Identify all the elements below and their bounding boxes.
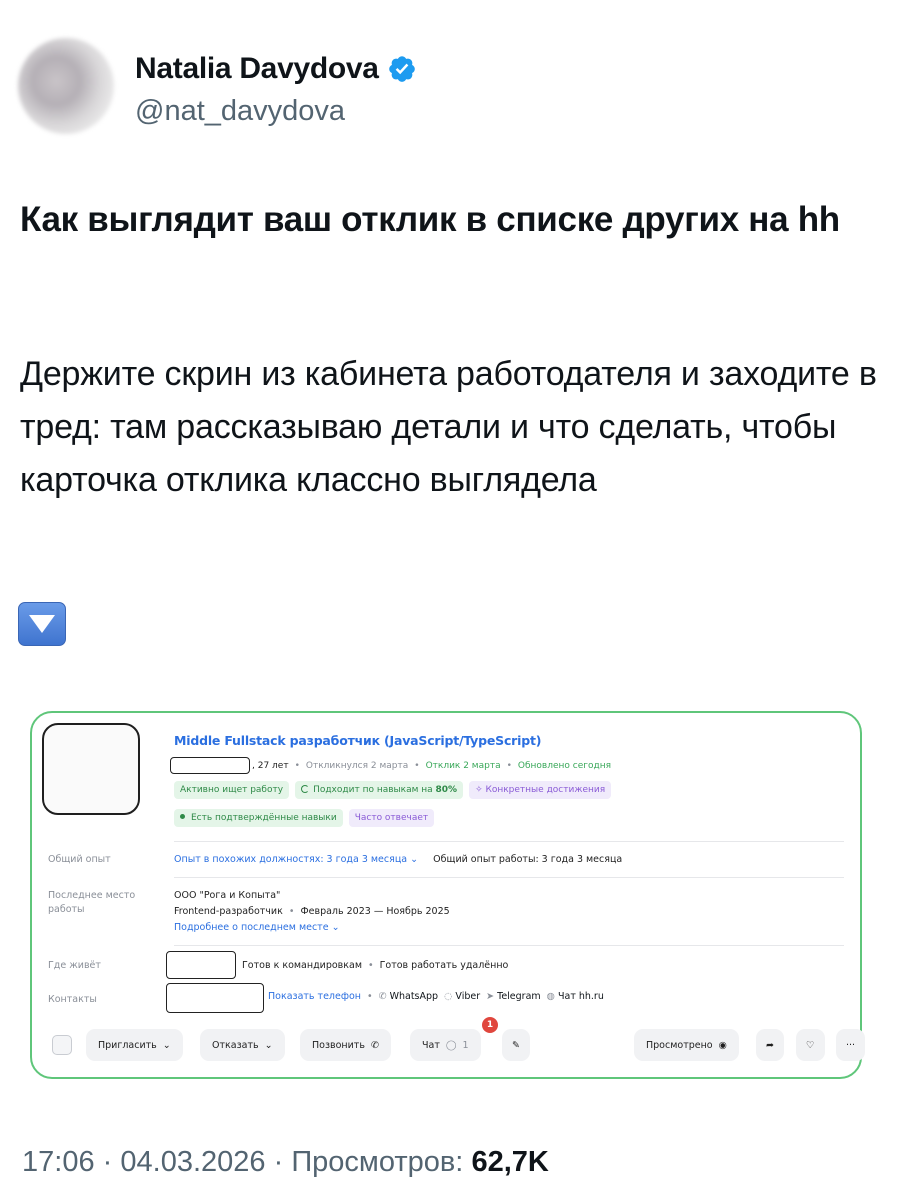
chevron-down-icon: ⌄ <box>331 922 340 933</box>
share-button[interactable] <box>756 1029 784 1061</box>
redacted-photo <box>42 723 140 815</box>
tag-achievements: ✧ Конкретные достижения <box>469 781 611 799</box>
edit-button[interactable] <box>502 1029 530 1061</box>
tags-row-2 <box>174 809 434 827</box>
divider <box>174 841 844 842</box>
down-button-emoji-icon <box>18 602 66 646</box>
progress-ring-icon <box>301 785 309 793</box>
share-icon: ➦ <box>766 1039 774 1051</box>
redacted-city <box>166 951 236 979</box>
meta-updated: Обновлено сегодня <box>517 760 612 771</box>
redacted-name <box>170 757 250 774</box>
dot-icon <box>180 814 185 819</box>
experience-values <box>174 853 622 867</box>
views-count: 62,7K <box>471 1146 549 1178</box>
show-phone-link[interactable]: Показать телефон <box>268 991 361 1002</box>
tag-skills-match: Подходит по навыкам на 80% <box>295 781 463 799</box>
location-values: Готов к командировкам • Готов работать удалённо <box>242 960 509 971</box>
notification-badge: 1 <box>482 1017 498 1033</box>
tweet-time[interactable]: 17:06 <box>22 1146 95 1178</box>
hh-chat-link[interactable]: ◍ Чат hh.ru <box>546 991 604 1002</box>
chat-button[interactable]: Чат ◯ 1 <box>410 1029 481 1061</box>
divider <box>174 945 844 946</box>
avatar[interactable] <box>18 38 114 134</box>
contacts-list: Показать телефон • ✆ WhatsApp ◌ Viber ➤ Telegram ◍ Чат hh.ru <box>268 991 604 1002</box>
action-bar <box>52 1020 856 1061</box>
location-label: Где живёт <box>48 960 101 971</box>
contacts-label: Контакты <box>48 994 97 1005</box>
chat-bubble-icon: ◯ <box>445 1039 457 1051</box>
tag-active-search: Активно ищет работу <box>174 781 289 799</box>
last-job-company: ООО "Рога и Копыта" <box>174 890 281 901</box>
whatsapp-link[interactable]: ✆ WhatsApp <box>378 991 439 1002</box>
select-checkbox[interactable] <box>52 1035 72 1055</box>
more-dots-icon: ··· <box>846 1039 856 1051</box>
tweet-headline: Как выглядит ваш отклик в списке других на hh <box>20 200 840 239</box>
viber-icon: ◌ <box>444 991 453 1002</box>
tag-verified-skills: Есть подтверждённые навыки <box>174 809 343 827</box>
whatsapp-icon: ✆ <box>378 991 387 1002</box>
sparkle-icon: ✧ <box>475 785 486 795</box>
chat-icon: ◍ <box>546 991 555 1002</box>
invite-button[interactable]: Пригласить ⌄ <box>86 1029 183 1061</box>
experience-label: Общий опыт <box>48 854 111 865</box>
tags-row-1 <box>174 781 611 799</box>
tweet-footer: 17:06 · 04.03.2026 · Просмотров: 62,7K <box>22 1146 549 1178</box>
edit-icon: ✎ <box>512 1039 520 1051</box>
total-experience: Общий опыт работы: 3 года 3 месяца <box>433 854 623 865</box>
tweet-date[interactable]: 04.03.2026 <box>120 1146 266 1178</box>
eye-icon: ◉ <box>718 1039 727 1051</box>
skills-match-percent: 80% <box>435 785 458 795</box>
chevron-down-icon: ⌄ <box>264 1039 273 1051</box>
tag-responds-often: Часто отвечает <box>349 809 434 827</box>
similar-experience-toggle[interactable]: Опыт в похожих должностях: 3 года 3 месяца ⌄ <box>174 854 419 865</box>
tweet-body: Держите скрин из кабинета работодателя и заходите в тред: там рассказываю детали и что сделать, чтобы карточка отклика классно выглядела <box>20 355 877 499</box>
job-title[interactable]: Middle Fullstack разработчик (JavaScript/TypeScript) <box>174 733 542 748</box>
reject-button[interactable]: Отказать ⌄ <box>200 1029 285 1061</box>
call-button[interactable]: Позвонить ✆ <box>300 1029 391 1061</box>
redacted-email <box>166 983 264 1013</box>
telegram-link[interactable]: ➤ Telegram <box>486 991 541 1002</box>
more-button[interactable] <box>836 1029 865 1061</box>
viewed-button[interactable]: Просмотрено ◉ <box>634 1029 739 1061</box>
display-name[interactable]: Natalia Davydova <box>135 52 379 85</box>
meta-responded: Откликнулся 2 марта <box>305 760 409 771</box>
divider <box>174 877 844 878</box>
chevron-down-icon: ⌄ <box>162 1039 171 1051</box>
last-job-label: Последнее место работы <box>48 890 136 915</box>
verified-badge-icon <box>387 54 417 84</box>
chevron-down-icon: ⌄ <box>410 854 419 865</box>
handle[interactable]: @nat_davydova <box>135 95 346 127</box>
attached-image-card[interactable] <box>30 711 862 1079</box>
telegram-icon: ➤ <box>486 991 495 1002</box>
meta-response-date: Отклик 2 марта <box>425 760 501 771</box>
age: , 27 лет <box>252 760 289 771</box>
favorite-button[interactable] <box>796 1029 825 1061</box>
viber-link[interactable]: ◌ Viber <box>444 991 481 1002</box>
phone-icon: ✆ <box>370 1039 379 1051</box>
last-job-more-link[interactable]: Подробнее о последнем месте ⌄ <box>174 922 340 933</box>
candidate-meta: , 27 лет • Откликнулся 2 марта • Отклик 2 марта • Обновлено сегодня <box>170 757 611 774</box>
last-job-details: Frontend-разработчик • Февраль 2023 — Ноябрь 2025 <box>174 906 450 917</box>
heart-icon: ♡ <box>806 1039 815 1051</box>
author-row <box>135 52 417 86</box>
views-label: Просмотров: <box>291 1146 464 1178</box>
